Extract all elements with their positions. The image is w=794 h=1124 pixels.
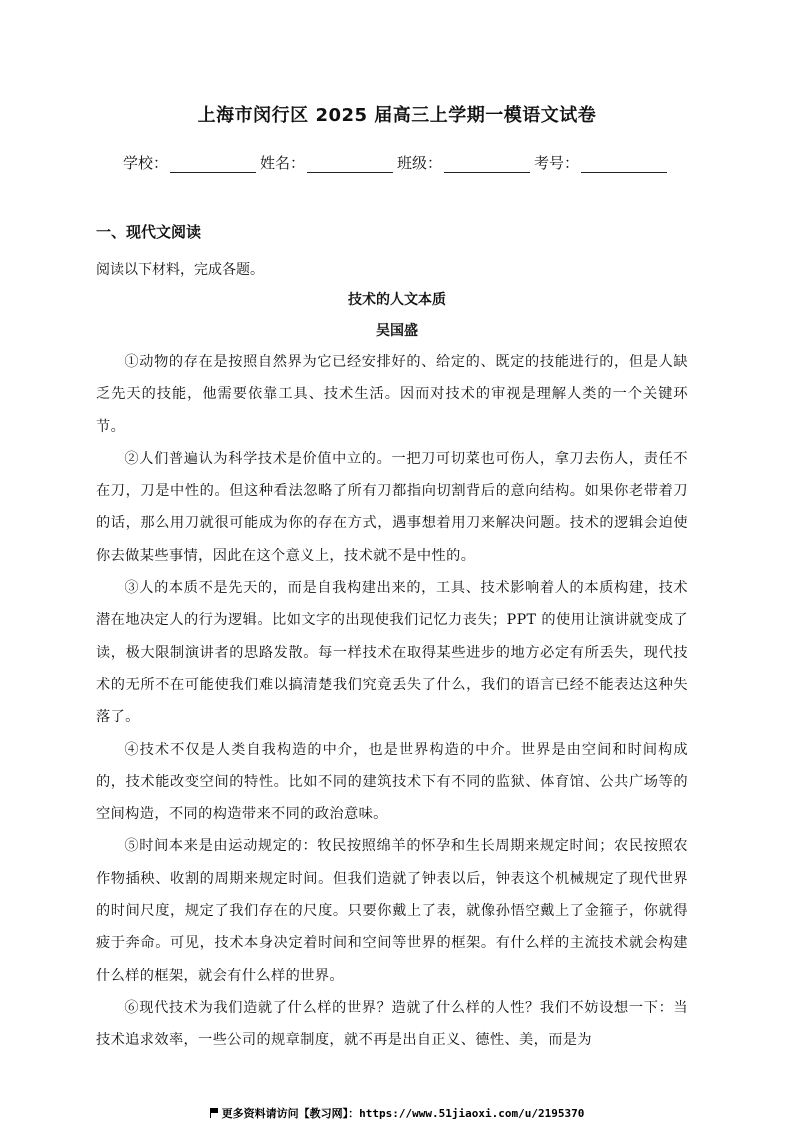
article-paragraph-1: ①动物的存在是按照自然界为它已经安排好的、给定的、既定的技能进行的，但是人缺乏先天的技能，他需要依靠工具、技术生活。因而对技术的审视是理解人类的一个关键环节。	[96, 354, 688, 435]
name-label: 姓名：	[260, 154, 306, 172]
article-paragraph-4: ④技术不仅是人类自我构造的中介，也是世界构造的中介。世界是由空间和时间构成的，技术能改变空间的特性。比如不同的建筑技术下有不同的监狱、体育馆、公共广场等的空间构造，不同的构造带来不同的政治意味。	[96, 741, 688, 823]
article-paragraph-3: ③人的本质不是先天的，而是自我构建出来的，工具、技术影响着人的本质构建，技术潜在地决定人的行为逻辑。比如文字的出现使我们记忆力丧失；PPT 的使用让演讲就变成了读，极大限制演讲者的思路发散。每一样技术在取得某些进步的地方必定有所丢失，现代技术的无所不在可能使我们难以搞清楚我们究竟丢失了什么，我们的语言已经不能表达这种失落了。	[96, 580, 688, 726]
class-blank	[444, 156, 530, 173]
exam-number-blank	[581, 156, 667, 173]
class-label: 班级：	[397, 154, 443, 172]
exam-title: 上海市闵行区 2025 届高三上学期一模语文试卷	[197, 105, 597, 126]
article-body	[96, 346, 688, 1057]
section-instruction: 阅读以下材料，完成各题。	[96, 262, 264, 278]
article-paragraph-5: ⑤时间本来是由运动规定的：牧民按照绵羊的怀孕和生长周期来规定时间；农民按照农作物插秧、收割的周期来规定时间。但我们造就了钟表以后，钟表这个机械规定了现代世界的时间尺度，规定了我们存在的尺度。只要你戴上了表，就像孙悟空戴上了金箍子，你就得疲于奔命。可见，技术本身决定着时间和空间等世界的框架。有什么样的主流技术就会构建什么样的框架，就会有什么样的世界。	[96, 838, 688, 984]
article-title: 技术的人文本质	[348, 292, 446, 308]
footer-link[interactable]: https://www.51jiaoxi.com/u/2195370	[359, 1107, 585, 1120]
exam-number-label: 考号：	[534, 154, 580, 172]
flag-icon	[210, 1108, 219, 1118]
name-blank	[307, 156, 393, 173]
footer	[0, 1105, 794, 1121]
school-blank	[170, 156, 256, 173]
section-heading: 一、现代文阅读	[96, 223, 202, 241]
article-paragraph-2: ②人们普遍认为科学技术是价值中立的。一把刀可切菜也可伤人，拿刀去伤人，责任不在刀，刀是中性的。但这种看法忽略了所有刀都指向切割背后的意向结构。如果你老带着刀的话，那么用刀就很可能成为你的存在方式，遇事想着用刀来解决问题。技术的逻辑会迫使你去做某些事情，因此在这个意义上，技术就不是中性的。	[96, 450, 688, 564]
footer-text: 更多资料请访问【教习网】：	[221, 1107, 360, 1120]
article-paragraph-6: ⑥现代技术为我们造就了什么样的世界？造就了什么样的人性？我们不妨设想一下：当技术追求效率，一些公司的规章制度，就不再是出自正义、德性、美，而是为	[96, 999, 688, 1049]
article-author: 吴国盛	[376, 323, 418, 339]
school-label: 学校：	[123, 154, 169, 172]
student-info-line	[123, 152, 671, 173]
